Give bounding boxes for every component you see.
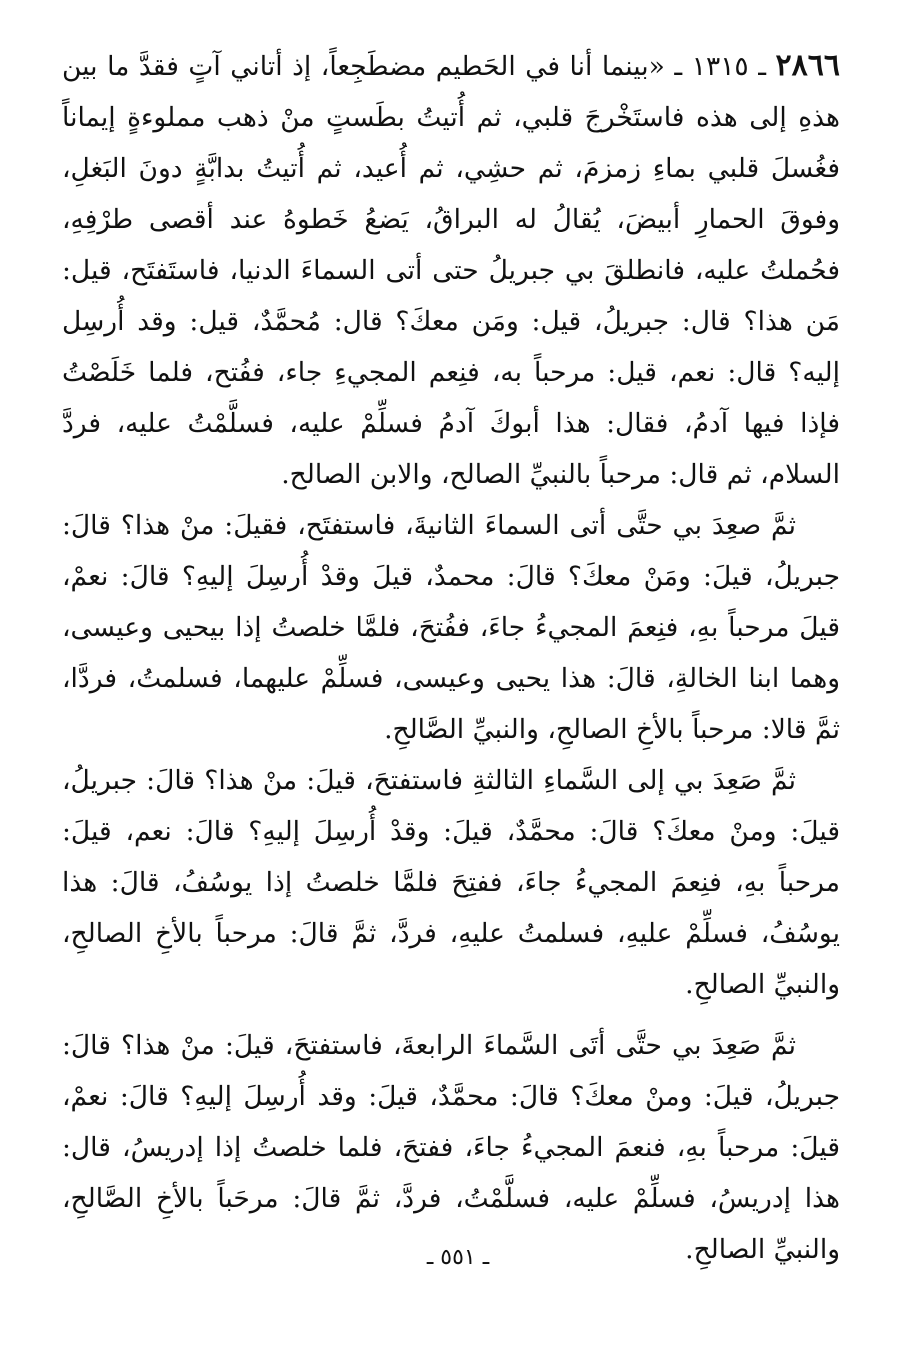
hadith-number: ٢٨٦٦ [775,48,840,83]
page-number: ـ ٥٥١ ـ [426,1245,490,1270]
hadith-paragraph-fourth-heaven: ثمَّ صَعِدَ بي حتَّى أتَى السَّماءَ الرابعةَ، فاستفتحَ، قيلَ: منْ هذا؟ قالَ: جبريلُ، قيلَ: ومنْ معكَ؟ قالَ: محمَّدٌ، قيلَ: وقد أُرسِلَ إليهِ؟ قالَ: نعمْ، قيلَ: مرحباً بهِ، فنعمَ المجيءُ جاءَ، ففتحَ، فلما خلصتُ إذا إدريسُ، قال: هذا إدريسُ، فسلِّمْ عليه، فسلَّمْتُ، فردَّ، ثمَّ قالَ: مرحَباً بالأخِ الصَّالحِ، والنبيِّ الصالحِ. [62,1030,840,1265]
hadith-paragraph-third-heaven: ثمَّ صَعِدَ بي إلى السَّماءِ الثالثةِ فاستفتحَ، قيلَ: منْ هذا؟ قالَ: جبريلُ، قيلَ: ومنْ معكَ؟ قالَ: محمَّدٌ، قيلَ: وقدْ أُرسِلَ إليهِ؟ قالَ: نعم، قيلَ: مرحباً بهِ، فنِعمَ المجيءُ جاءَ، ففتِحَ فلمَّا خلصتُ إذا يوسُفُ، قالَ: هذا يوسُفُ، فسلِّمْ عليهِ، فسلمتُ عليهِ، فردَّ، ثمَّ قالَ: مرحباً بالأخِ الصالحِ، والنبيِّ الصالحِ. [62,765,840,1000]
dash-separator: ـ [664,51,683,82]
hadith-paragraph-second-heaven: ثمَّ صعِدَ بي حتَّى أتى السماءَ الثانيةَ، فاستفتَح، فقيلَ: منْ هذا؟ قالَ: جبريلُ، قيلَ: ومَنْ معكَ؟ قالَ: محمدٌ، قيلَ وقدْ أُرسِلَ إليهِ؟ قالَ: نعمْ، قيلَ مرحباً بهِ، فنِعمَ المجيءُ جاءَ، ففُتحَ، فلمَّا خلصتُ إذا بيحيى وعيسى، وهما ابنا الخالةِ، قالَ: هذا يحيى وعيسى، فسلِّمْ عليهما، فسلمتُ، فردَّا، ثمَّ قالا: مرحباً بالأخِ الصالحِ، والنبيِّ الصَّالحِ. [62,510,840,745]
dash-separator: ـ [748,51,766,82]
hadith-page-body [62,40,840,1275]
hadith-paragraph-first-heaven [62,40,840,500]
hadith-opening-text: «بينما أنا في الحَطيم مضطَجِعاً، إذ أتاني آتٍ فقدَّ ما بين هذهِ إلى هذه فاستَخْرجَ قلبي، ثم أُتيتُ بطَستٍ منْ ذهب مملوءةٍ إيماناً فغُسلَ قلبي بماءِ زمزمَ، ثم حشِي، ثم أُعيد، ثم أُتيتُ بدابَّةٍ دونَ البَغلِ، وفوقَ الحمارِ أبيضَ، يُقالُ له البراقُ، يَضعُ خَطوهُ عند أقصى طرْفِهِ، فحُملتُ عليه، فانطلقَ بي جبريلُ حتى أتى السماءَ الدنيا، فاستَفتَح، قيل: مَن هذا؟ قال: جبريلُ، قيل: ومَن معكَ؟ قال: مُحمَّدٌ، قيل: وقد أُرسِل إليه؟ قال: نعم، قيل: مرحباً به، فنِعم المجيءِ جاء، ففُتح، فلما خَلَصْتُ فإذا فيها آدمُ، فقال: هذا أبوكَ آدمُ فسلِّمْ عليه، فسلَّمْتُ عليه، فردَّ السلام، ثم قال: مرحباً بالنبيِّ الصالح، والابن الصالح. [62,51,840,490]
hadith-sub-number: ١٣١٥ [691,51,749,82]
